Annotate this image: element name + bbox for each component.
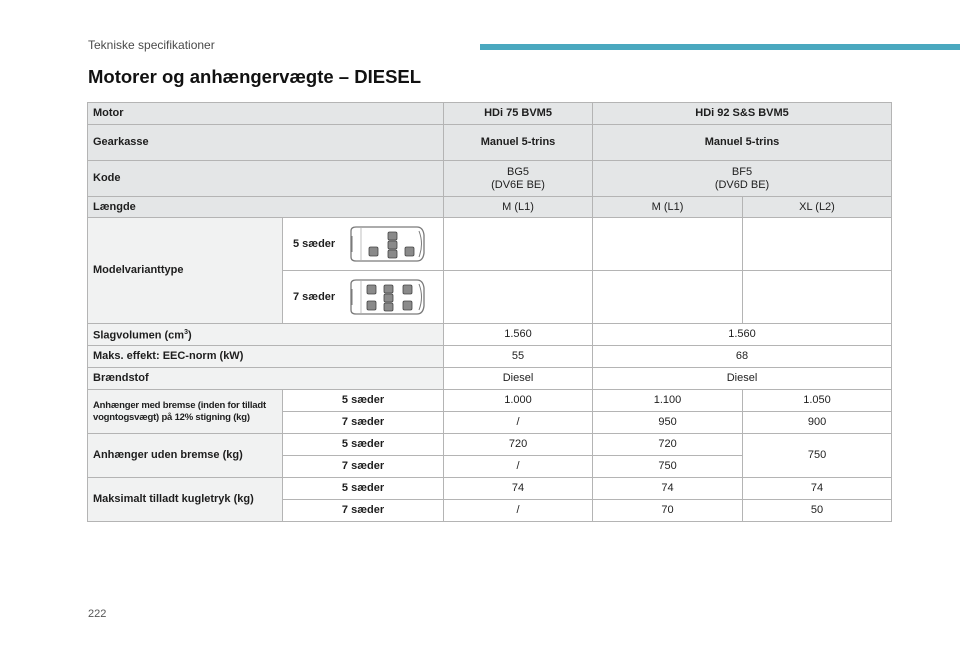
length-col1: M (L1) <box>444 197 593 218</box>
fuel-col2: Diesel <box>593 368 892 390</box>
row-label: Længde <box>88 197 444 218</box>
seat-config-5 <box>283 218 444 271</box>
power-col2: 68 <box>593 346 892 368</box>
model-7-col3 <box>743 271 892 324</box>
length-col3: XL (L2) <box>743 197 892 218</box>
spec-table <box>87 102 892 522</box>
seat-count-label: 7 sæder <box>283 456 444 478</box>
nose-7-col3: 50 <box>743 500 892 522</box>
code-col2 <box>593 161 892 197</box>
gearbox-col2: Manuel 5-trins <box>593 125 892 161</box>
page-number: 222 <box>88 608 107 620</box>
row-label: Brændstof <box>88 368 444 390</box>
row-motor <box>88 103 892 125</box>
row-braendstof <box>88 368 892 390</box>
braked-7-col3: 900 <box>743 412 892 434</box>
nose-5-col1: 74 <box>444 478 593 500</box>
label-text: Slagvolumen (cm <box>93 329 185 342</box>
displacement-col2: 1.560 <box>593 324 892 346</box>
label-line: vogntogsvægt) på 12% stigning (kg) <box>93 411 250 423</box>
row-model-5-seats <box>88 218 892 271</box>
code-sub-line: (DV6E BE) <box>491 178 545 191</box>
nose-5-col3: 74 <box>743 478 892 500</box>
seat-count-label: 7 sæder <box>293 290 336 303</box>
row-label: Gearkasse <box>88 125 444 161</box>
unbraked-7-col2: 750 <box>593 456 743 478</box>
unbraked-5-col2: 720 <box>593 434 743 456</box>
nose-7-col1: / <box>444 500 593 522</box>
braked-7-col2: 950 <box>593 412 743 434</box>
row-label: Kode <box>88 161 444 197</box>
engine-hdi75: HDi 75 BVM5 <box>444 103 593 125</box>
row-braked-trailer-5 <box>88 390 892 412</box>
code-line: BG5 <box>507 165 530 178</box>
unbraked-5-col1: 720 <box>444 434 593 456</box>
nose-7-col2: 70 <box>593 500 743 522</box>
seat-count-label: 5 sæder <box>293 237 336 250</box>
label-line: Anhænger med bremse (inden for tilladt <box>93 399 266 411</box>
row-kode <box>88 161 892 197</box>
code-sub-line: (DV6D BE) <box>714 178 770 191</box>
row-effekt <box>88 346 892 368</box>
length-col2: M (L1) <box>593 197 743 218</box>
unbraked-7-col1: / <box>444 456 593 478</box>
seat-config-7 <box>283 271 444 324</box>
model-5-col1 <box>444 218 593 271</box>
row-label <box>88 324 444 346</box>
row-gearkasse <box>88 125 892 161</box>
row-unbraked-trailer-5 <box>88 434 892 456</box>
braked-7-col1: / <box>444 412 593 434</box>
model-7-col1 <box>444 271 593 324</box>
braked-5-col1: 1.000 <box>444 390 593 412</box>
code-line: BF5 <box>731 165 753 178</box>
model-5-col2 <box>593 218 743 271</box>
label-superscript: 3 <box>184 329 188 337</box>
row-slagvolumen <box>88 324 892 346</box>
row-label: Maksimalt tilladt kugletryk (kg) <box>88 478 283 522</box>
row-label: Anhænger uden bremse (kg) <box>88 434 283 478</box>
label-text-end: ) <box>187 329 192 342</box>
power-col1: 55 <box>444 346 593 368</box>
seat-count-label: 5 sæder <box>283 434 444 456</box>
row-laengde <box>88 197 892 218</box>
braked-5-col3: 1.050 <box>743 390 892 412</box>
braked-5-col2: 1.100 <box>593 390 743 412</box>
page-title: Motorer og anhængervægte – DIESEL <box>88 66 422 87</box>
section-title: Tekniske specifikationer <box>88 38 215 52</box>
gearbox-col1: Manuel 5-trins <box>444 125 593 161</box>
unbraked-col3-merged: 750 <box>743 434 892 478</box>
seat-count-label: 7 sæder <box>283 412 444 434</box>
seat-count-label: 5 sæder <box>283 478 444 500</box>
model-7-col2 <box>593 271 743 324</box>
header-accent-bar <box>480 44 960 50</box>
row-label: Maks. effekt: EEC-norm (kW) <box>88 346 444 368</box>
fuel-col1: Diesel <box>444 368 593 390</box>
van-7-seats-icon <box>347 276 427 318</box>
displacement-col1: 1.560 <box>444 324 593 346</box>
seat-count-label: 7 sæder <box>283 500 444 522</box>
code-col1 <box>444 161 593 197</box>
model-5-col3 <box>743 218 892 271</box>
row-label: Motor <box>88 103 444 125</box>
row-label: Modelvarianttype <box>88 218 283 324</box>
van-5-seats-icon <box>347 223 427 265</box>
row-label <box>88 390 283 434</box>
engine-hdi92: HDi 92 S&S BVM5 <box>593 103 892 125</box>
nose-5-col2: 74 <box>593 478 743 500</box>
row-nose-weight-5 <box>88 478 892 500</box>
seat-count-label: 5 sæder <box>283 390 444 412</box>
